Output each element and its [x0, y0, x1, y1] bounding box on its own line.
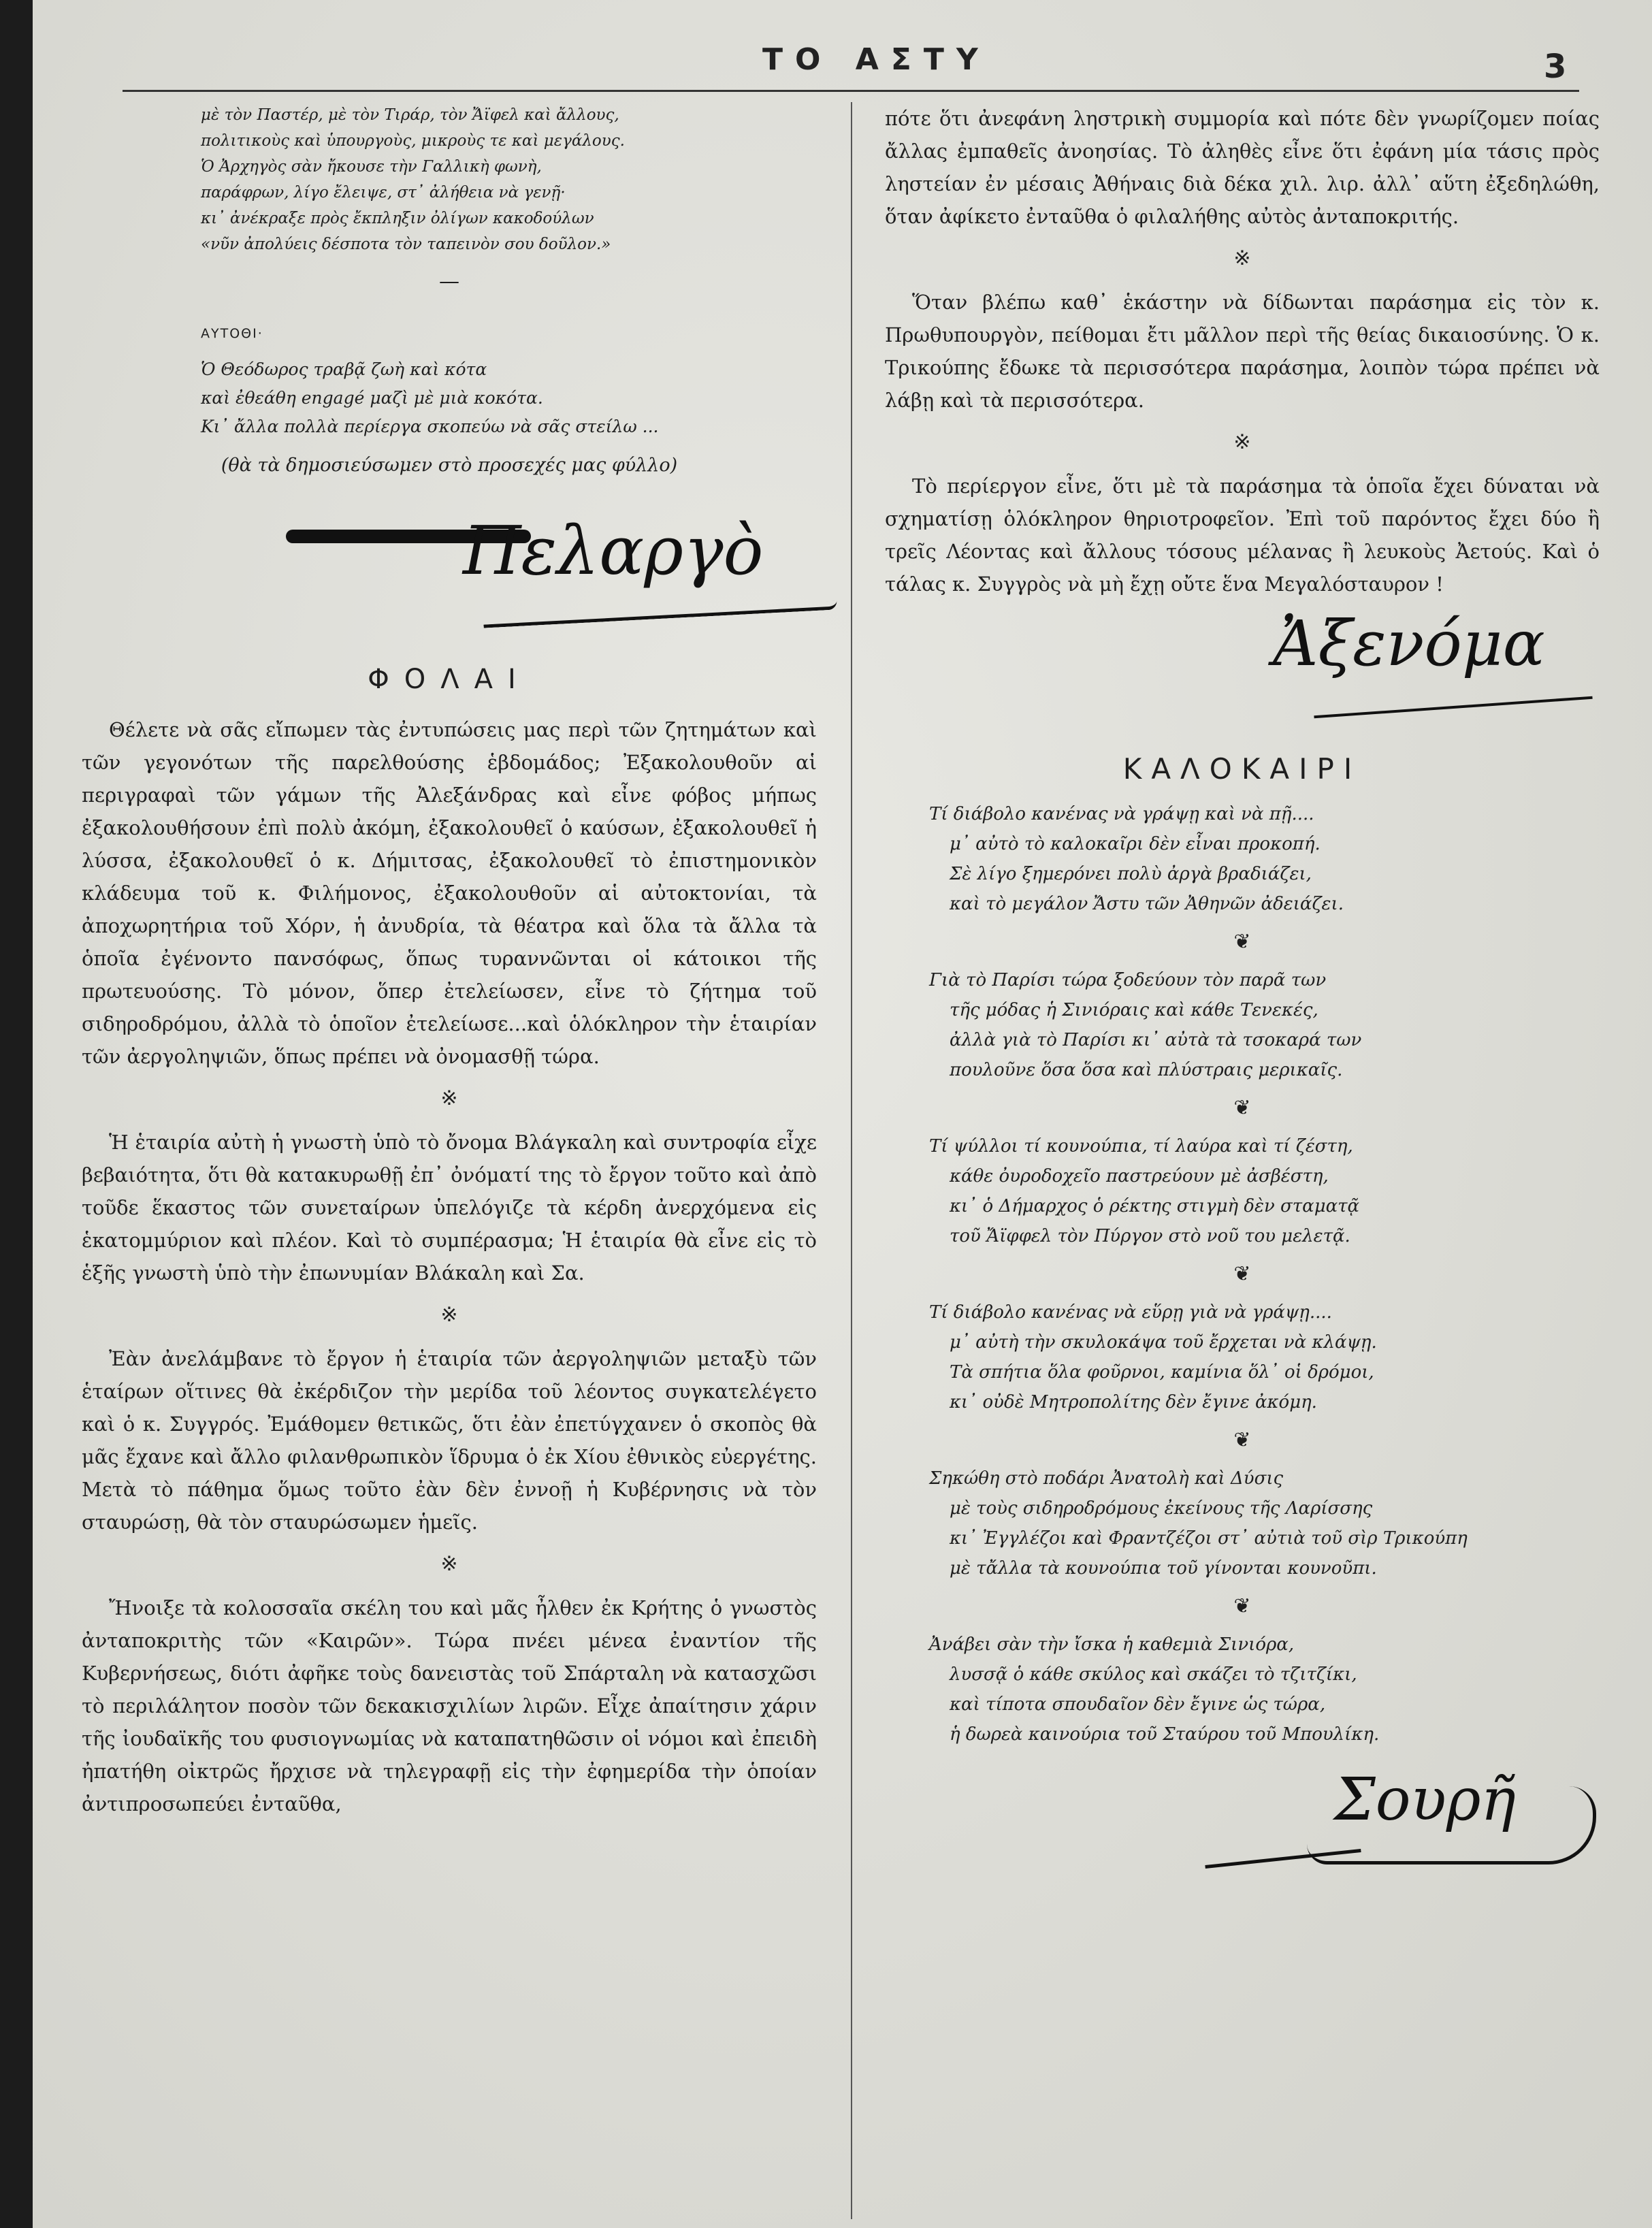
poem-line: κι᾿ ὁ Δήμαρχος ὁ ρέκτης στιγμὴ δὲν σταματᾷ: [950, 1196, 1360, 1216]
intro-verse: [82, 102, 817, 257]
verse-line: Ὁ Ἀρχηγὸς σὰν ἤκουσε τὴν Γαλλικὴ φωνὴ,: [201, 158, 542, 176]
paragraph: Ἡ ἑταιρία αὐτὴ ἡ γνωστὴ ὑπὸ τὸ ὄνομα Βλάγκαλη καὶ συντροφία εἶχε βεβαιότητα, ὅτι θὰ κατακυρωθῇ ἐπ᾿ ὀνόματί της τὸ ἔργον τοῦτο καὶ ἀπὸ τοῦδε ἕκαστος τῶν συνεταίρων ὑπελόγιζε τὰ κέρδη ἀνερχόμενα εἰς ἑκατομμύριον καὶ πλέον. Καὶ τὸ συμπέρασμα; Ἡ ἑταιρία θὰ εἶνε εἰς τὸ ἑξῆς γνωστὴ ὑπὸ τὴν ἐπωνυμίαν Βλάκαλη καὶ Σα.: [82, 1131, 817, 1285]
verse-line: καὶ ἐθεάθη engagé μαζὶ μὲ μιὰ κοκότα.: [201, 388, 543, 408]
stanza: [885, 1131, 1600, 1251]
poem-line: μὲ τοὺς σιδηροδρόμους ἐκείνους τῆς Λαρίσσης: [950, 1498, 1373, 1519]
fleuron-ornament: ❦: [1233, 1594, 1251, 1618]
poem-line: ἡ δωρεὰ καινούρια τοῦ Σταύρου τοῦ Μπουλίκη.: [950, 1724, 1380, 1745]
separator-star: ※: [440, 1303, 458, 1327]
page-number: 3: [1544, 48, 1567, 86]
right-column: [885, 102, 1600, 1899]
verse-line: μὲ τὸν Παστέρ, μὲ τὸν Τιράρ, τὸν Ἄϊφελ καὶ ἄλλους,: [201, 106, 619, 124]
paragraph: Ὅταν βλέπω καθ᾿ ἑκάστην νὰ δίδωνται παράσημα εἰς τὸν κ. Πρωθυπουργὸν, πείθομαι ἔτι μᾶλλον περὶ τῆς θείας δικαιοσύνης. Ὁ κ. Τρικούπης ἔδωκε τὰ περισσότερα παράσημα, λοιπὸν τώρα πρέπει νὰ λάβῃ καὶ τὰ περισσότερα.: [885, 291, 1600, 412]
paragraph: Θέλετε νὰ σᾶς εἴπωμεν τὰς ἐντυπώσεις μας περὶ τῶν ζητημάτων καὶ τῶν γεγονότων τῆς παρελθούσης ἑβδομάδος; Ἐξακολουθοῦν αἱ περιγραφαὶ τῶν γάμων τῆς Ἀλεξάνδρας καὶ εἶνε φόβος μήπως ἐξακολουθήσουν ἐπὶ πολὺ ἀκόμη, ἐξακολουθεῖ ὁ καύσων, ἐξακολουθεῖ ἡ λύσσα, ἐξακολουθεῖ ὁ κ. Δήμιτσας, ἐξακολουθεῖ τὸ ἐπιστημονικὸν κλάδευμα τοῦ κ. Φιλήμονος, ἐξακολουθοῦν αἱ αὐτοκτονίαι, τὰ ἀποχωρητήρια τοῦ Χόρν, ἡ ἀνυδρία, τὰ θέατρα καὶ ὅλα τὰ ἄλλα τὰ ὁποῖα ἐγένοντο πανσόφως, ὅπως τυραννῶνται οἱ κάτοικοι τῆς πρωτευούσης. Τὸ μόνον, ὅπερ ἐτελείωσεν, εἶνε τὸ ζήτημα τοῦ σιδηροδρόμου, ἀλλὰ τὸ ὁποῖον ἐτελείωσε...καὶ ὁλόκληρον τὴν ἑταιρίαν τῶν ἀεργοληψιῶν, ὅπως πρέπει νὰ ὀνομασθῇ τώρα.: [82, 718, 817, 1068]
stanza: [885, 1297, 1600, 1417]
fleuron-ornament: ❦: [1233, 1096, 1251, 1120]
signature-text: Πελαργὸ: [463, 513, 764, 590]
newspaper-title: ΤΟ ΑΣΤΥ: [762, 42, 990, 77]
poem-line: λυσσᾷ ὁ κάθε σκύλος καὶ σκάζει τὸ τζιτζίκι,: [950, 1664, 1357, 1685]
fleuron-ornament: ❦: [1233, 1428, 1251, 1452]
separator-star: ※: [440, 1552, 458, 1576]
paragraph: Ἐὰν ἀνελάμβανε τὸ ἔργον ἡ ἑταιρία τῶν ἀεργοληψιῶν μεταξὺ τῶν ἑταίρων οἵτινες θὰ ἐκέρδιζον τὴν μερίδα τοῦ λέοντος συγκατελέγετο καὶ ὁ κ. Συγγρός. Ἐμάθομεν θετικῶς, ὅτι ἐὰν ἐπετύγχανεν ὁ σκοπὸς θὰ μᾶς ἔχανε καὶ ἄλλο φιλανθρωπικὸν ἵδρυμα ὁ ἐκ Χίου ἐθνικὸς εὐεργέτης. Μετὰ τὸ πάθημα ὅμως τοῦτο ἐὰν δὲν ἐννοῇ ἡ Κυβέρνησις νὰ τὸν σταυρώσῃ, θὰ τὸν σταυρώσωμεν ἡμεῖς.: [82, 1347, 817, 1534]
signature-souris: [885, 1763, 1600, 1899]
poem-line: πουλοῦνε ὅσα ὅσα καὶ πλύστραις μερικαῖς.: [950, 1060, 1343, 1080]
verse-line: Κι᾿ ἄλλα πολλὰ περίεργα σκοπεύω νὰ σᾶς στείλω ...: [201, 417, 659, 436]
separator-star: ※: [1233, 246, 1251, 270]
poem-line: Τί διάβολο κανένας νὰ εὕρῃ γιὰ νὰ γράψῃ....: [929, 1302, 1332, 1323]
signature-underline: [1314, 696, 1592, 719]
stanza: [885, 799, 1600, 919]
verse-line: παράφρων, λίγο ἔλειψε, στ᾿ ἀλήθεια νὰ γενῇ·: [201, 184, 566, 201]
fleuron-ornament: ❦: [1233, 930, 1251, 954]
autothi-label: ΑΥΤΟΘΙ·: [201, 326, 263, 341]
autothi-verse: [82, 355, 817, 441]
poem-line: Σηκώθη στὸ ποδάρι Ἀνατολὴ καὶ Δύσις: [929, 1468, 1284, 1489]
verse-line: πολιτικοὺς καὶ ὑπουργοὺς, μικροὺς τε καὶ μεγάλους.: [201, 132, 625, 150]
signature-pelargos: [82, 501, 817, 651]
verse-line: κι᾿ ἀνέκραξε πρὸς ἔκπληξιν ὀλίγων κακοδούλων: [201, 210, 594, 227]
separator-star: ※: [440, 1086, 458, 1110]
column-rule: [851, 102, 852, 2219]
header-rule: [123, 90, 1579, 92]
poem-line: κι᾿ οὐδὲ Μητροπολίτης δὲν ἔγινε ἀκόμη.: [950, 1392, 1317, 1412]
section-title: ΦΟΛΑΙ: [368, 664, 531, 695]
separator-star: ※: [1233, 430, 1251, 454]
dash-separator: —: [439, 270, 459, 293]
poem-line: κι᾿ Ἐγγλέζοι καὶ Φραντζέζοι στ᾿ αὐτιὰ τοῦ σὶρ Τρικούπη: [950, 1528, 1468, 1549]
poem-line: τῆς μόδας ἡ Σινιόραις καὶ κάθε Τενεκές,: [950, 1000, 1318, 1020]
poem-line: καὶ τὸ μεγάλον Ἄστυ τῶν Ἀθηνῶν ἀδειάζει.: [950, 894, 1344, 914]
poem-line: μὲ τἄλλα τὰ κουνούπια τοῦ γίνονται κουνοῦπι.: [950, 1558, 1377, 1579]
poem-title: ΚΑΛΟΚΑΙΡΙ: [1122, 752, 1362, 786]
stanza: [885, 965, 1600, 1085]
paragraph: πότε ὅτι ἀνεφάνη ληστρικὴ συμμορία καὶ πότε δὲν γνωρίζομεν ποίας ἄλλας ἐμπαθεῖς ἀνοησίας. Τὸ ἀληθὲς εἶνε ὅτι ἐφάνη μία τάσις πρὸς ληστείαν ἐν μέσαις Ἀθήναις διὰ δέκα χιλ. λιρ. ἀλλ᾿ αὕτη ἐξεδηλώθη, ὅταν ἀφίκετο ἐνταῦθα ὁ φιλαλήθης αὐτὸς ἀνταποκριτής.: [885, 107, 1600, 228]
verse-line: Ὁ Θεόδωρος τραβᾷ ζωὴ καὶ κότα: [201, 359, 487, 379]
signature-flourish: [483, 600, 837, 628]
poem-line: μ᾿ αὐτὴ τὴν σκυλοκάψα τοῦ ἔρχεται νὰ κλάψῃ.: [950, 1332, 1377, 1353]
signature-text: Ἀξενόμα: [1273, 607, 1545, 680]
poem-line: Σὲ λίγο ξημερόνει πολὺ ἀργὰ βραδιάζει,: [950, 864, 1312, 884]
stanza: [885, 1630, 1600, 1749]
fleuron-ornament: ❦: [1233, 1262, 1251, 1286]
poem-line: Τί διάβολο κανένας νὰ γράψῃ καὶ νὰ πῇ....: [929, 804, 1314, 824]
poem-line: Ἀνάβει σὰν τὴν ἴσκα ἡ καθεμιὰ Σινιόρα,: [929, 1634, 1295, 1655]
paragraph: Ἤνοιξε τὰ κολοσσαῖα σκέλη του καὶ μᾶς ἦλθεν ἐκ Κρήτης ὁ γνωστὸς ἀνταποκριτὴς τῶν «Καιρῶν». Τώρα πνέει μένεα ἐναντίον τῆς Κυβερνήσεως, διότι ἀφῆκε τοὺς δανειστὰς τοῦ Σπάρταλη νὰ κατασχῶσι τὸ περιλάλητον ποσὸν τῶν δεκακισχιλίων λιρῶν. Εἶχε ἀπαίτησιν χάριν τῆς ἰουδαϊκῆς του φυσιογνωμίας νὰ καταπατηθῶσιν οἱ νόμοι καὶ ἐπειδὴ ἠπατήθη οἰκτρῶς ἤρχισε νὰ τηλεγραφῇ εἰς τὴν ἐφημερίδα τὴν ὁποίαν ἀντιπροσωπεύει ἐνταῦθα,: [82, 1596, 817, 1815]
page-edge: [0, 0, 33, 2228]
poem-line: καὶ τίποτα σπουδαῖον δὲν ἔγινε ὡς τώρα,: [950, 1694, 1326, 1715]
poem-line: Τὰ σπήτια ὅλα φοῦρνοι, καμίνια ὅλ᾿ οἱ δρόμοι,: [950, 1362, 1374, 1383]
paragraph: Τὸ περίεργον εἶνε, ὅτι μὲ τὰ παράσημα τὰ ὁποῖα ἔχει δύναται νὰ σχηματίσῃ ὁλόκληρον θηριοτροφεῖον. Ἐπὶ τοῦ παρόντος ἔχει δύο ἢ τρεῖς Λέοντας καὶ ἄλλους τόσους μέλανας ἢ λευκοὺς Ἀετούς. Καὶ ὁ τάλας κ. Συγγρὸς νὰ μὴ ἔχῃ οὔτε ἕνα Μεγαλόσταυρον !: [885, 474, 1600, 596]
poem-line: ἀλλὰ γιὰ τὸ Παρίσι κι᾿ αὐτὰ τὰ τσοκαρά των: [950, 1030, 1362, 1050]
article-body: [82, 713, 817, 1820]
poem-line: κάθε ὀυροδοχεῖο παστρεύουν μὲ ἀσβέστη,: [950, 1166, 1329, 1186]
stanza: [885, 1464, 1600, 1583]
left-column: [82, 102, 817, 1827]
editorial-note: (θὰ τὰ δημοσιεύσωμεν στὸ προσεχές μας φύλλο): [221, 455, 678, 476]
poem-line: μ᾿ αὐτὸ τὸ καλοκαῖρι δὲν εἶναι προκοπή.: [950, 834, 1321, 854]
poem-line: Γιὰ τὸ Παρίσι τώρα ξοδεύουν τὸν παρᾶ των: [929, 970, 1327, 990]
poem-line: τοῦ Ἄϊφφελ τὸν Πύργον στὸ νοῦ του μελετᾷ.: [950, 1226, 1350, 1246]
verse-line: «νῦν ἀπολύεις δέσποτα τὸν ταπεινὸν σου δοῦλον.»: [201, 236, 611, 253]
signature-text: Σουρῆ: [1334, 1766, 1516, 1834]
poem-line: Τί ψύλλοι τί κουνούπια, τί λαύρα καὶ τί ζέστη,: [929, 1136, 1353, 1157]
signature-axenoma: [885, 607, 1600, 743]
article-continuation: [885, 102, 1600, 600]
